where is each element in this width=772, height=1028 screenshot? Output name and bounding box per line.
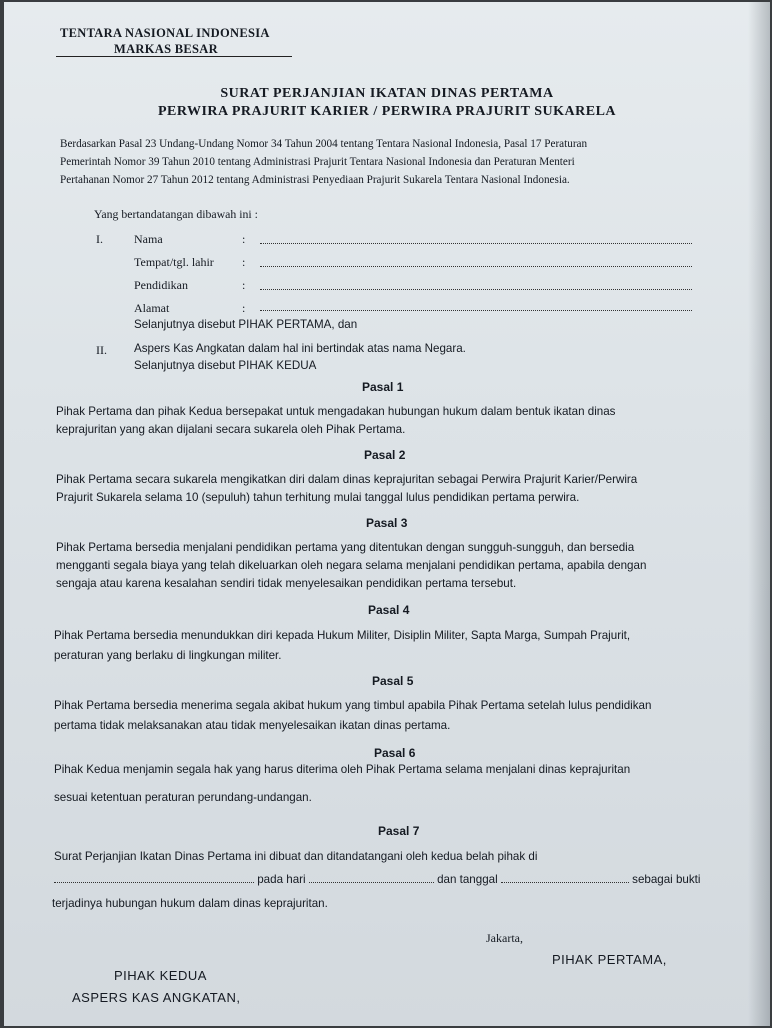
party2-line: Selanjutnya disebut PIHAK KEDUA xyxy=(134,359,317,372)
signature-place: Jakarta, xyxy=(486,931,523,945)
pasal-2-title: Pasal 2 xyxy=(364,448,406,462)
party1-note: Selanjutnya disebut PIHAK PERTAMA, dan xyxy=(134,318,358,331)
pasal-3-line: mengganti segala biaya yang telah dikeluarkan oleh negara selama menjalani pendidikan pertama, apabila dengan xyxy=(56,559,647,572)
preamble-line: Pertahanan Nomor 27 Tahun 2012 tentang Administrasi Penyediaan Prajurit Sukarela Tentara Nasional Indonesia. xyxy=(60,174,570,186)
colon: : xyxy=(242,255,246,269)
signature-pihak-kedua: PIHAK KEDUA xyxy=(114,968,207,983)
pasal-3-line: sengaja atau karena kesalahan sendiri tidak menyelesaikan pendidikan pertama tersebut. xyxy=(56,577,517,590)
nama-input-line[interactable] xyxy=(260,242,692,244)
day-input-line[interactable] xyxy=(309,882,434,883)
pasal-6-line: sesuai ketentuan peraturan perundang-undangan. xyxy=(54,791,312,804)
pasal-3-line: Pihak Pertama bersedia menjalani pendidikan pertama yang ditentukan dengan sungguh-sungguh, dan bersedia xyxy=(56,541,635,554)
pasal-7-fill-line xyxy=(54,870,700,890)
pasal-1-line: Pihak Pertama dan pihak Kedua bersepakat untuk mengadakan hubungan hukum dalam bentuk ikatan dinas xyxy=(56,405,616,418)
pasal-3-title: Pasal 3 xyxy=(366,516,408,530)
preamble-line: Pemerintah Nomor 39 Tahun 2010 tentang Administrasi Prajurit Tentara Nasional Indonesia dan Peraturan Menteri xyxy=(60,156,575,168)
pasal-5-title: Pasal 5 xyxy=(372,674,414,688)
signed-intro: Yang bertandatangan dibawah ini : xyxy=(94,207,258,221)
pasal-2-line: Prajurit Sukarela selama 10 (sepuluh) tahun terhitung mulai tanggal lulus pendidikan pertama perwira. xyxy=(56,491,580,504)
pada-hari-label: pada hari xyxy=(257,873,306,886)
pendidikan-input-line[interactable] xyxy=(260,288,692,290)
tempat-lahir-input-line[interactable] xyxy=(260,265,692,267)
field-label-nama: Nama xyxy=(134,232,163,246)
alamat-input-line[interactable] xyxy=(260,309,692,311)
colon: : xyxy=(242,232,246,246)
party1-number: I. xyxy=(96,232,103,246)
header-unit: MARKAS BESAR xyxy=(114,42,218,56)
pasal-7-title: Pasal 7 xyxy=(378,824,420,838)
signature-pihak-pertama: PIHAK PERTAMA, xyxy=(552,952,667,967)
pasal-6-title: Pasal 6 xyxy=(374,746,416,760)
pasal-7-line: terjadinya hubungan hukum dalam dinas keprajuritan. xyxy=(52,897,328,910)
pasal-5-line: Pihak Pertama bersedia menerima segala akibat hukum yang timbul apabila Pihak Pertama setelah lulus pendidikan xyxy=(54,699,652,712)
field-label-alamat: Alamat xyxy=(134,301,170,315)
field-label-tempat-lahir: Tempat/tgl. lahir xyxy=(134,255,214,269)
colon: : xyxy=(242,301,246,315)
document-title: SURAT PERJANJIAN IKATAN DINAS PERTAMA xyxy=(220,86,554,101)
pasal-4-line: peraturan yang berlaku di lingkungan militer. xyxy=(54,649,282,662)
colon: : xyxy=(242,278,246,292)
header-underline xyxy=(56,56,292,57)
pasal-4-title: Pasal 4 xyxy=(368,603,410,617)
document-subtitle: PERWIRA PRAJURIT KARIER / PERWIRA PRAJURIT SUKARELA xyxy=(157,104,617,119)
pasal-1-title: Pasal 1 xyxy=(362,380,404,394)
place-input-line[interactable] xyxy=(54,882,254,883)
header-institution: TENTARA NASIONAL INDONESIA xyxy=(60,26,270,40)
pasal-2-line: Pihak Pertama secara sukarela mengikatkan diri dalam dinas keprajuritan sebagai Perwira Prajurit Karier/Perwira xyxy=(56,473,638,486)
pasal-5-line: pertama tidak melaksanakan atau tidak menyelesaikan ikatan dinas pertama. xyxy=(54,719,451,732)
date-input-line[interactable] xyxy=(501,882,629,883)
document-page xyxy=(4,2,770,1026)
party2-line: Aspers Kas Angkatan dalam hal ini bertindak atas nama Negara. xyxy=(134,342,466,355)
sebagai-bukti-label: sebagai bukti xyxy=(632,873,701,886)
field-label-pendidikan: Pendidikan xyxy=(134,278,188,292)
dan-tanggal-label: dan tanggal xyxy=(437,873,498,886)
pasal-6-line: Pihak Kedua menjamin segala hak yang harus diterima oleh Pihak Pertama selama menjalani dinas keprajuritan xyxy=(54,763,631,776)
pasal-4-line: Pihak Pertama bersedia menundukkan diri kepada Hukum Militer, Disiplin Militer, Sapta Marga, Sumpah Prajurit, xyxy=(54,629,631,642)
party2-number: II. xyxy=(96,343,107,357)
preamble-line: Berdasarkan Pasal 23 Undang-Undang Nomor 34 Tahun 2004 tentang Tentara Nasional Indonesia, Pasal 17 Peraturan xyxy=(60,138,588,150)
signature-aspers: ASPERS KAS ANGKATAN, xyxy=(72,990,241,1005)
pasal-7-line: Surat Perjanjian Ikatan Dinas Pertama ini dibuat dan ditandatangani oleh kedua belah pihak di xyxy=(54,850,538,863)
pasal-1-line: keprajuritan yang akan dijalani secara sukarela oleh Pihak Pertama. xyxy=(56,423,406,436)
